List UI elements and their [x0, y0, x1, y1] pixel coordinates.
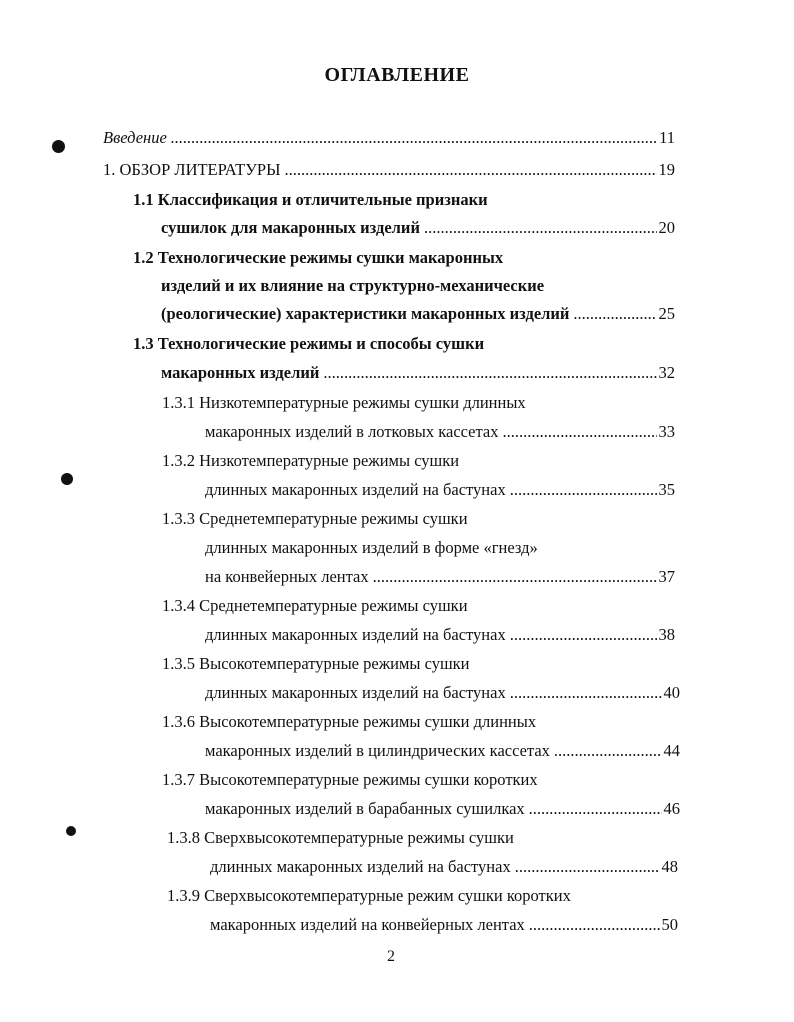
scan-spot	[66, 826, 76, 836]
toc-entry-1-2-line2[interactable]: изделий и их влияние на структурно-механические	[161, 276, 545, 295]
toc-entry-1-3-5[interactable]	[205, 683, 680, 703]
toc-page: 19	[658, 160, 675, 179]
toc-entry-1-3-9-line1[interactable]: 1.3.9 Сверхвысокотемпературные режим сушки коротких	[167, 886, 571, 905]
toc-page: 11	[659, 128, 675, 147]
toc-entry-1-3[interactable]	[161, 363, 675, 383]
leader-dots	[515, 857, 660, 877]
leader-dots	[529, 799, 662, 819]
leader-dots	[554, 741, 662, 761]
toc-label: макаронных изделий	[161, 363, 320, 382]
leader-dots	[510, 683, 662, 703]
toc-label: макаронных изделий на конвейерных лентах	[210, 915, 525, 934]
toc-entry-1-2[interactable]	[161, 304, 675, 324]
leader-dots	[171, 128, 657, 148]
toc-entry-1-2-line1[interactable]: 1.2 Технологические режимы сушки макаронных	[133, 248, 504, 267]
toc-label: сушилок для макаронных изделий	[161, 218, 420, 237]
toc-label: длинных макаронных изделий на бастунах	[205, 683, 506, 702]
leader-dots	[502, 422, 656, 442]
toc-label: макаронных изделий в цилиндрических кассетах	[205, 741, 550, 760]
leader-dots	[510, 625, 657, 645]
toc-label: 1. ОБЗОР ЛИТЕРАТУРЫ	[103, 160, 281, 179]
leader-dots	[510, 480, 657, 500]
toc-entry-1-1[interactable]	[161, 218, 675, 238]
toc-entry-1-3-4-line1[interactable]: 1.3.4 Среднетемпературные режимы сушки	[162, 596, 468, 615]
toc-entry-1-3-8-line1[interactable]: 1.3.8 Сверхвысокотемпературные режимы сушки	[167, 828, 514, 847]
toc-entry-1-3-8[interactable]	[210, 857, 678, 877]
toc-entry-1-3-line1[interactable]: 1.3 Технологические режимы и способы сушки	[133, 334, 485, 353]
toc-label: макаронных изделий в барабанных сушилках	[205, 799, 525, 818]
toc-entry-intro[interactable]	[103, 128, 675, 148]
toc-entry-1-3-3-line2[interactable]: длинных макаронных изделий в форме «гнезд»	[205, 538, 538, 557]
toc-entry-1-3-4[interactable]	[205, 625, 675, 645]
toc-page: 40	[663, 683, 680, 702]
toc-page: 50	[661, 915, 678, 934]
toc-label: длинных макаронных изделий на бастунах	[205, 480, 506, 499]
toc-entry-1-3-3[interactable]	[205, 567, 675, 587]
leader-dots	[373, 567, 657, 587]
leader-dots	[285, 160, 657, 180]
page-number: 2	[387, 948, 395, 965]
toc-label: макаронных изделий в лотковых кассетах	[205, 422, 499, 441]
toc-label: Введение	[103, 128, 167, 147]
toc-page: 20	[658, 218, 675, 237]
toc-label: длинных макаронных изделий на бастунах	[205, 625, 506, 644]
leader-dots	[573, 304, 656, 324]
toc-label: (реологические) характеристики макаронных изделий	[161, 304, 570, 323]
toc-page: 44	[663, 741, 680, 760]
toc-page: 25	[658, 304, 675, 323]
scan-spot	[61, 473, 73, 485]
toc-entry-1-3-6[interactable]	[205, 741, 680, 761]
toc-entry-1-3-6-line1[interactable]: 1.3.6 Высокотемпературные режимы сушки длинных	[162, 712, 537, 731]
toc-label: на конвейерных лентах	[205, 567, 369, 586]
page-title: ОГЛАВЛЕНИЕ	[324, 64, 470, 86]
toc-entry-1-3-9[interactable]	[210, 915, 678, 935]
toc-entry-1-3-3-line1[interactable]: 1.3.3 Среднетемпературные режимы сушки	[162, 509, 468, 528]
leader-dots	[424, 218, 657, 238]
toc-page: 35	[658, 480, 675, 499]
toc-page: 32	[658, 363, 675, 382]
toc-entry-chapter-1[interactable]	[103, 160, 675, 180]
toc-entry-1-3-1[interactable]	[205, 422, 675, 442]
toc-label: длинных макаронных изделий на бастунах	[210, 857, 511, 876]
toc-page: 46	[663, 799, 680, 818]
scan-spot	[52, 140, 65, 153]
toc-entry-1-3-2-line1[interactable]: 1.3.2 Низкотемпературные режимы сушки	[162, 451, 460, 470]
leader-dots	[323, 363, 656, 383]
toc-page: 38	[658, 625, 675, 644]
toc-page: 48	[661, 857, 678, 876]
toc-entry-1-3-5-line1[interactable]: 1.3.5 Высокотемпературные режимы сушки	[162, 654, 470, 673]
toc-entry-1-3-7[interactable]	[205, 799, 680, 819]
toc-entry-1-3-1-line1[interactable]: 1.3.1 Низкотемпературные режимы сушки длинных	[162, 393, 526, 412]
leader-dots	[529, 915, 660, 935]
toc-entry-1-3-7-line1[interactable]: 1.3.7 Высокотемпературные режимы сушки коротких	[162, 770, 538, 789]
toc-entry-1-3-2[interactable]	[205, 480, 675, 500]
toc-page: 33	[658, 422, 675, 441]
toc-page: 37	[658, 567, 675, 586]
toc-entry-1-1-line1[interactable]: 1.1 Классификация и отличительные признаки	[133, 190, 488, 209]
